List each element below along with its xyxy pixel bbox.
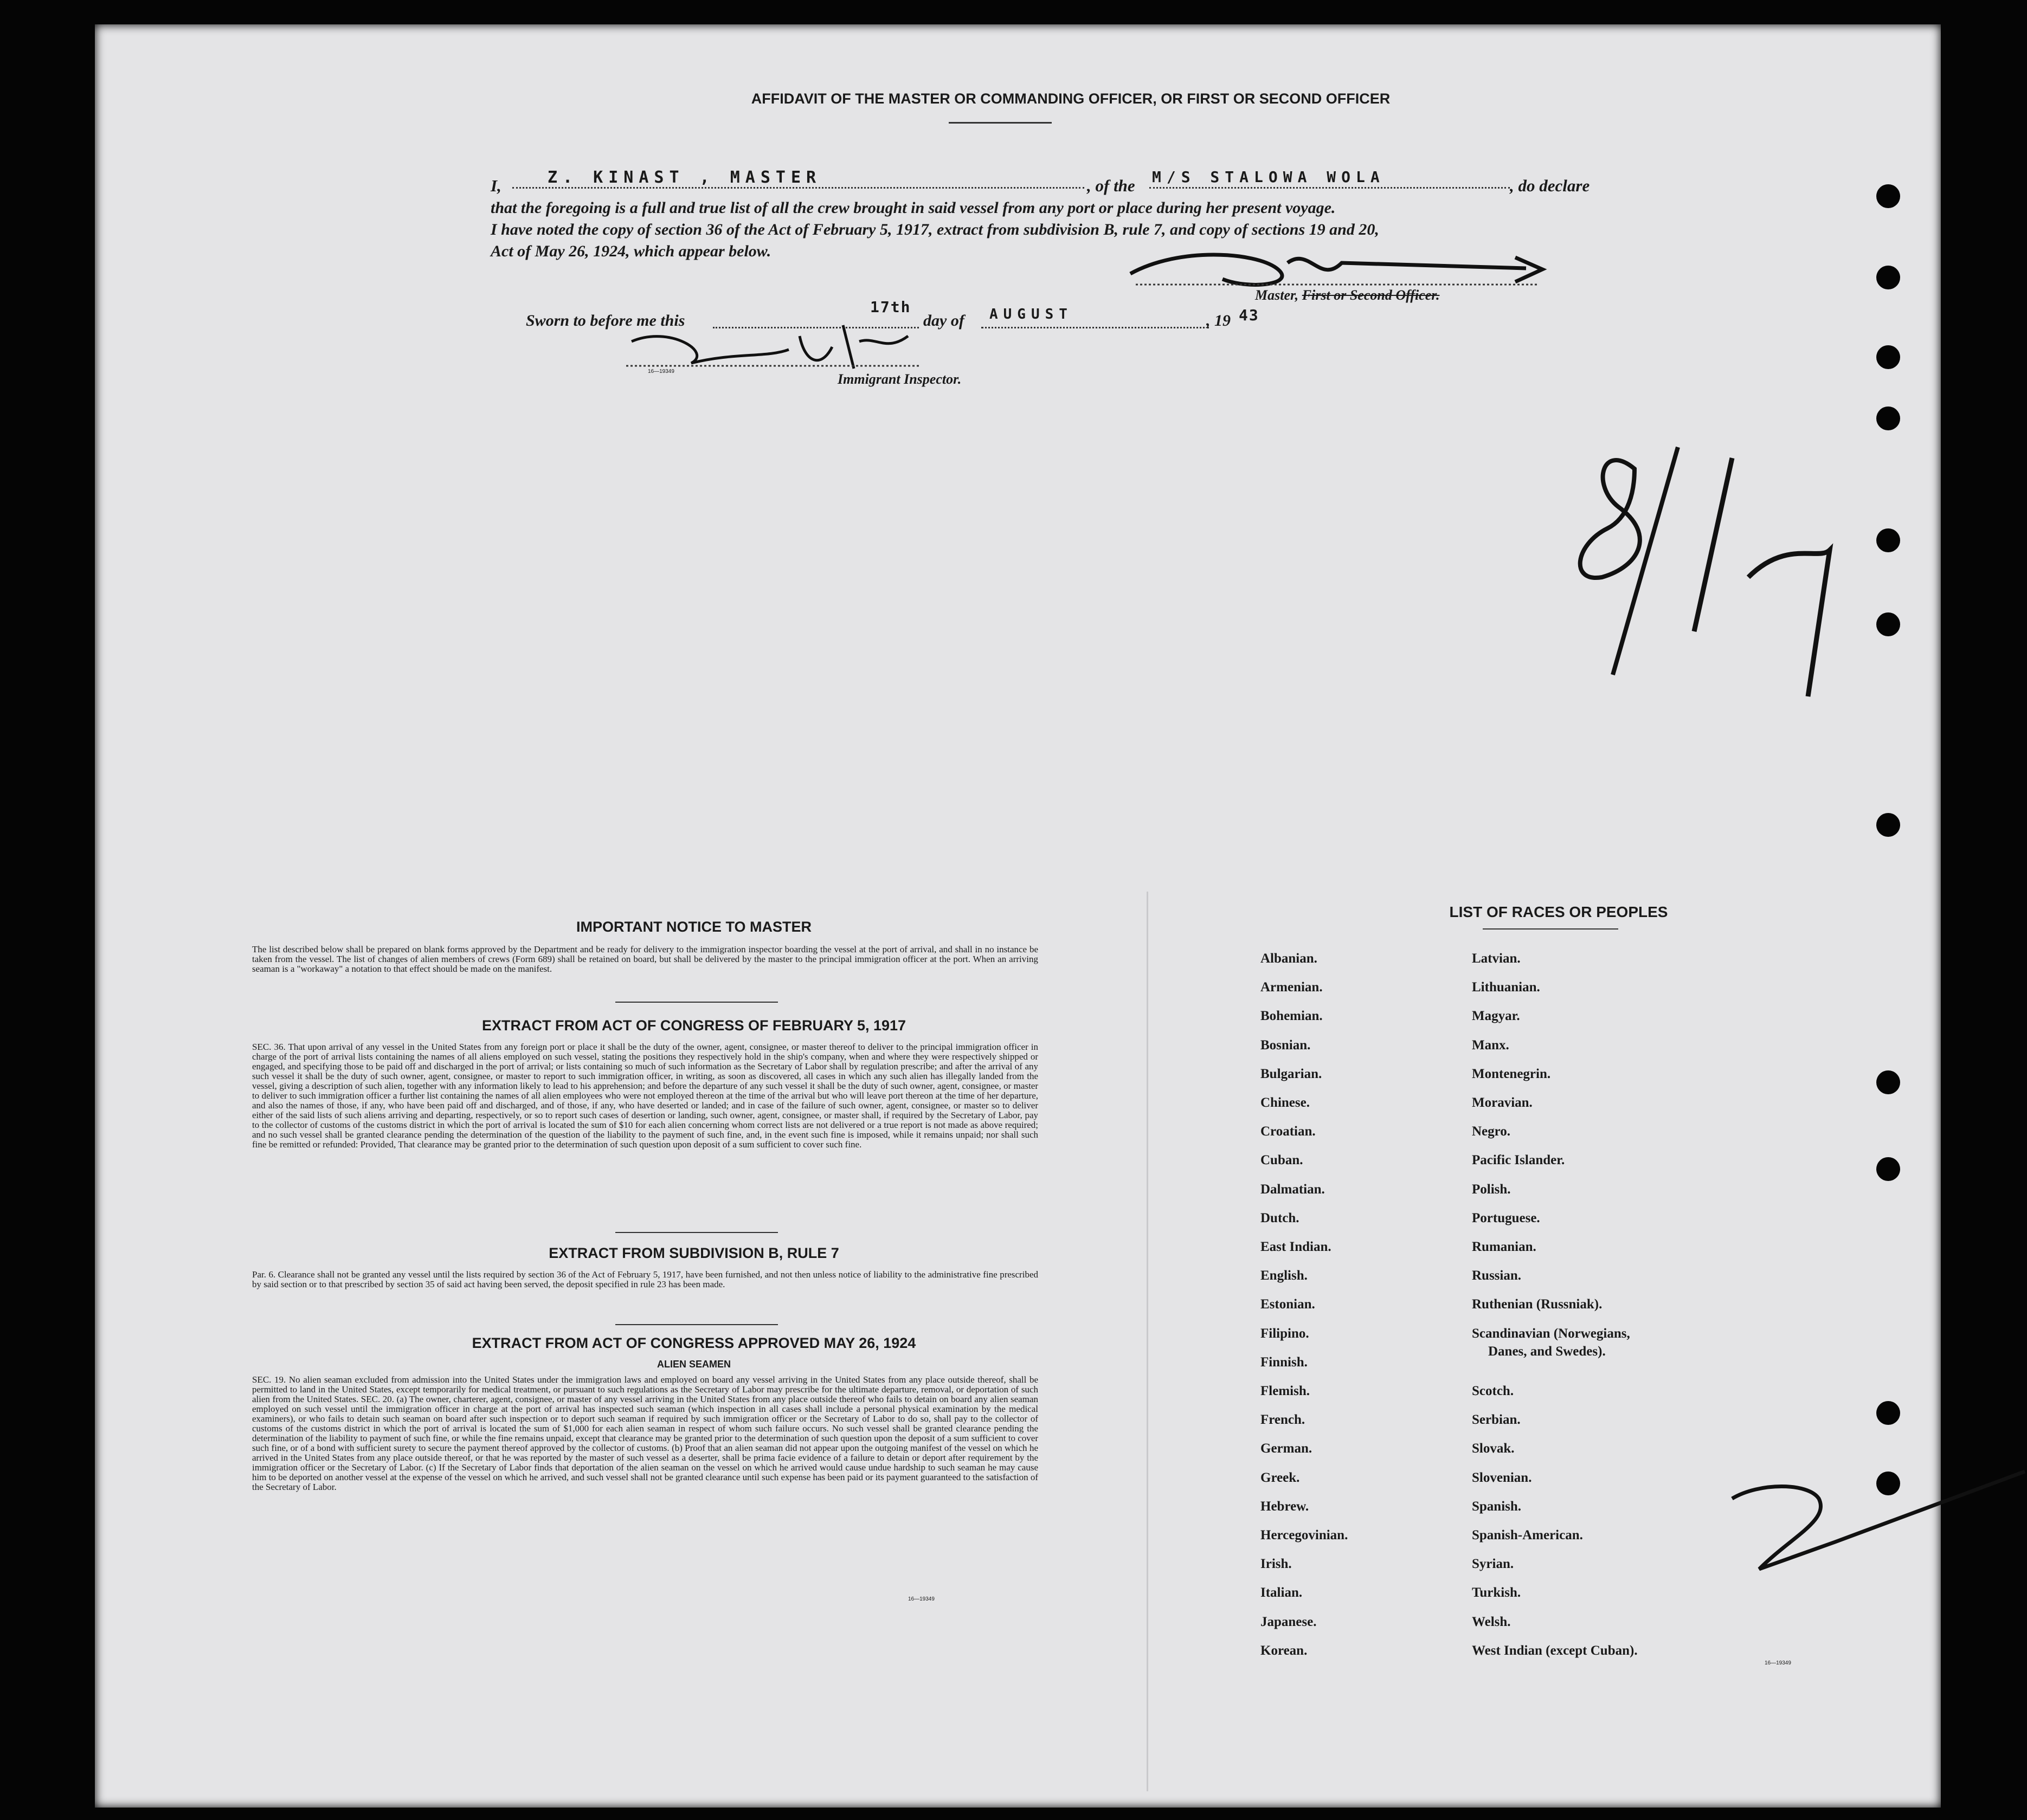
race-item: Latvian. (1472, 951, 1521, 966)
race-item: Scandinavian (Norwegians, (1472, 1326, 1630, 1341)
punch-hole (1876, 1157, 1900, 1181)
race-item: Moravian. (1472, 1095, 1533, 1110)
sworn-year: 43 (1239, 306, 1259, 324)
race-item: Pacific Islander. (1472, 1153, 1565, 1168)
race-item: Filipino. (1260, 1326, 1309, 1341)
extract-rule7-text: Par. 6. Clearance shall not be granted any vessel until the lists required by section 36 of the Act of February 5, 1917, have been furnished, and not then unless notice of liability to the administrative fine prescribed by said section or to that prescribed by section 35 of said act having been served, the deposit specified in rule 23 has been made. (252, 1269, 1038, 1289)
year-prefix: , 19 (1206, 312, 1231, 330)
race-item: Portuguese. (1472, 1210, 1540, 1225)
document-page (95, 24, 1941, 1808)
race-item: West Indian (except Cuban). (1472, 1643, 1638, 1658)
punch-hole (1876, 528, 1900, 552)
race-item: Negro. (1472, 1124, 1511, 1139)
race-item: Japanese. (1260, 1614, 1317, 1629)
declare-label: , do declare (1510, 176, 1590, 195)
day-of-label: day of (923, 312, 964, 330)
race-item: Hebrew. (1260, 1499, 1309, 1514)
extract-rule7-title: EXTRACT FROM SUBDIVISION B, RULE 7 (549, 1245, 839, 1261)
race-item: East Indian. (1260, 1240, 1331, 1254)
inspector-label: Immigrant Inspector. (838, 371, 962, 387)
race-item: Danes, and Swedes). (1488, 1344, 1606, 1359)
race-item: Russian. (1472, 1268, 1522, 1283)
race-item: Magyar. (1472, 1009, 1520, 1024)
affidavit-line-3: I have noted the copy of section 36 of the Act of February 5, 1917, extract from subdivision B, rule 7, and copy of sections 19 and 20, (491, 221, 1379, 238)
race-item: Spanish. (1472, 1499, 1522, 1514)
form-number-races: 16—19349 (1765, 1660, 1791, 1666)
race-item: Scotch. (1472, 1384, 1514, 1398)
race-item: Bulgarian. (1260, 1066, 1322, 1081)
of-the-label: , of the (1087, 176, 1135, 195)
punch-hole (1876, 612, 1900, 636)
extract-1917-title: EXTRACT FROM ACT OF CONGRESS OF FEBRUARY 5, 1917 (481, 1017, 906, 1034)
race-item: Bosnian. (1260, 1037, 1311, 1053)
affidavit-line-2: that the foregoing is a full and true list of all the crew brought in said vessel from any port or place during her present voyage. (491, 199, 1336, 217)
punch-hole (1876, 1070, 1900, 1094)
race-item: Greek. (1260, 1470, 1300, 1485)
race-item: Estonian. (1260, 1297, 1315, 1312)
races-divider (1483, 928, 1618, 930)
notice-title: IMPORTANT NOTICE TO MASTER (576, 919, 812, 935)
race-item: Slovak. (1472, 1441, 1515, 1456)
punch-hole (1876, 345, 1900, 369)
race-item: Turkish. (1472, 1585, 1521, 1600)
race-item: Polish. (1472, 1182, 1511, 1197)
race-item: Croatian. (1260, 1124, 1316, 1139)
master-signature (1114, 230, 1580, 295)
affidavit-title: AFFIDAVIT OF THE MASTER OR COMMANDING OFFICER, OR FIRST OR SECOND OFFICER (751, 91, 1391, 107)
race-item: Irish. (1260, 1557, 1292, 1572)
form-number-top: 16—19349 (648, 369, 674, 375)
affidavit-line-4: Act of May 26, 1924, which appear below. (491, 242, 771, 260)
divider (615, 1324, 778, 1325)
race-item: Lithuanian. (1472, 980, 1540, 995)
master-title: Master, (1255, 287, 1299, 303)
race-item: Serbian. (1472, 1412, 1521, 1428)
title-divider (949, 122, 1052, 124)
form-number-bottom: 16—19349 (908, 1596, 935, 1602)
punch-hole (1876, 266, 1900, 289)
punch-hole (1876, 184, 1900, 208)
race-item: German. (1260, 1441, 1312, 1456)
punch-hole (1876, 813, 1900, 837)
race-item: Albanian. (1260, 951, 1317, 966)
race-item: Cuban. (1260, 1153, 1303, 1168)
race-item: Finnish. (1260, 1354, 1308, 1370)
signature-title (1255, 287, 1439, 304)
extract-1924-subtitle: ALIEN SEAMEN (657, 1359, 731, 1370)
race-item: Ruthenian (Russniak). (1472, 1297, 1603, 1312)
master-name: Z. KINAST , MASTER (548, 168, 822, 187)
extract-1924-title: EXTRACT FROM ACT OF CONGRESS APPROVED MAY 26, 1924 (472, 1335, 916, 1351)
race-item: Bohemian. (1260, 1009, 1323, 1024)
sworn-month: AUGUST (989, 306, 1073, 322)
struck-officer-title: First or Second Officer. (1302, 287, 1440, 303)
races-title: LIST OF RACES OR PEOPLES (1449, 903, 1668, 920)
race-item: Montenegrin. (1472, 1066, 1551, 1081)
race-item: Welsh. (1472, 1614, 1511, 1629)
race-item: Hercegovinian. (1260, 1528, 1348, 1543)
punch-hole (1876, 1401, 1900, 1425)
race-item: French. (1260, 1412, 1305, 1428)
race-item: Chinese. (1260, 1095, 1310, 1110)
race-item: Slovenian. (1472, 1470, 1532, 1485)
affidavit-line-prefix: I, (491, 176, 501, 195)
divider (615, 1232, 778, 1233)
race-item: Dalmatian. (1260, 1182, 1325, 1197)
vessel-name: M/S STALOWA WOLA (1152, 168, 1385, 186)
race-item: Manx. (1472, 1037, 1509, 1053)
extract-1917-text: SEC. 36. That upon arrival of any vessel in the United States from any foreign port or place it shall be the duty of the owner, agent, consignee, or master thereof to deliver to the principal immigration officer in charge of the port of arrival lists containing the names of all aliens employed on such vessel, stating the positions they respectively hold in the ship's company, when and where they were respectively shipped or engaged, and specifying those to be paid off and discharged in the port of arrival; or lists containing so much of such information as the Secretary of Labor shall by regulation prescribe; and after the arrival of any such vessel it shall be the duty of such owner, agent, consignee, or master to report to such immigration officer, in writing, as soon as discovered, all cases in which any such alien has illegally landed from the vessel, giving a description of such alien, together with any information likely to lead to his apprehension; and before the departure of any such vessel it shall be the duty of such owner, agent, consignee, or master to deliver to such immigration officer a further list containing the names of all alien employees who were not employed thereon at the time of the arrival but who will leave port thereon at the time of her departure, and also the names of those, if any, who have been paid off and discharged, and of those, if any, who have deserted or landed; and in case of the failure of such owner, agent, consignee, or master so to deliver either of the said lists of such aliens arriving and departing, respectively, or so to report such cases of desertion or landing, such owner, agent, consignee, or master shall, if required by the Secretary of Labor, pay to the collector of customs of the customs district in which the port of arrival is located the sum of $10 for each alien concerning whom correct lists are not delivered or a true report is not made as above required; and no such vessel shall be granted clearance pending the determination of the question of the liability to the payment of such fine, and, in the event such fine is imposed, while it remains unpaid; nor shall such fine be remitted or refunded: Provided, That clearance may be granted prior to the determination of such question upon deposit of a sum sufficient to cover such fine. (252, 1042, 1038, 1150)
race-item: Rumanian. (1472, 1240, 1536, 1254)
race-item: Spanish-American. (1472, 1528, 1583, 1543)
race-item: Dutch. (1260, 1210, 1299, 1225)
race-item: Syrian. (1472, 1557, 1514, 1572)
divider (615, 1002, 778, 1003)
race-item: Italian. (1260, 1585, 1303, 1600)
sworn-day: 17th (870, 298, 911, 316)
handwritten-number-mark (1569, 436, 1922, 718)
race-item: Flemish. (1260, 1384, 1310, 1398)
notice-text: The list described below shall be prepared on blank forms approved by the Department and be ready for delivery to the immigration inspector boarding the vessel at the port of arrival, and shall in no instance be taken from the vessel. The list of changes of alien members of crews (Form 689) shall be retained on board, but shall be delivered by the master to the principal immigration officer at the port. When an arriving seaman is a "workaway" a notation to that effect should be made on the manifest. (252, 944, 1038, 974)
center-fold (1147, 892, 1148, 1791)
race-item: English. (1260, 1268, 1308, 1283)
race-item: Korean. (1260, 1643, 1308, 1658)
extract-1924-text: SEC. 19. No alien seaman excluded from admission into the United States under the immigration laws and employed on board any vessel arriving in the United States from any place outside thereof, shall be permitted to land in the United States, except temporarily for medical treatment, or pursuant to such regulations as the Secretary of Labor may prescribe for the ultimate departure, removal, or deportation of such alien from the United States. SEC. 20. (a) The owner, charterer, agent, consignee, or master of any vessel arriving in the United States from any place outside thereof who fails to detain on board any alien seaman employed on such vessel until the immigration officer in charge at the port of arrival has inspected such seaman (which inspection in all cases shall include a personal physical examination by the medical examiners), or who fails to detain such seaman on board after such inspection or to deport such seaman if required by such immigration officer or the Secretary of Labor to do so, shall pay to the collector of customs of the customs district in which the port of arrival is located the sum of $1,000 for each alien seaman in respect of whom such failure occurs. No such vessel shall be granted clearance pending the determination of the liability to payment of such fine, or while the fine remains unpaid, except that clearance may be granted prior to the determination of such question upon the deposit of a sum sufficient to cover such fine, or of a bond with sufficient surety to secure the payment thereof approved by the collector of customs. (b) Proof that an alien seaman did not appear upon the outgoing manifest of the vessel on which he arrived in the United States from any place outside thereof, or that he was reported by the master of such vessel as a deserter, shall be prima facie evidence of a failure to detain or deport after requirement by the immigration officer or the Secretary of Labor. (c) If the Secretary of Labor finds that deportation of the alien seaman on the vessel on which he arrived would cause undue hardship to such seaman he may cause him to be deported on another vessel at the expense of the vessel on which he arrived, and such vessel shall not be granted clearance until such expense has been paid or its payment guaranteed to the satisfaction of the Secretary of Labor. (252, 1374, 1038, 1492)
sworn-label: Sworn to before me this (526, 312, 685, 330)
race-item: Armenian. (1260, 980, 1323, 995)
punch-hole (1876, 1472, 1900, 1495)
punch-hole (1876, 406, 1900, 430)
